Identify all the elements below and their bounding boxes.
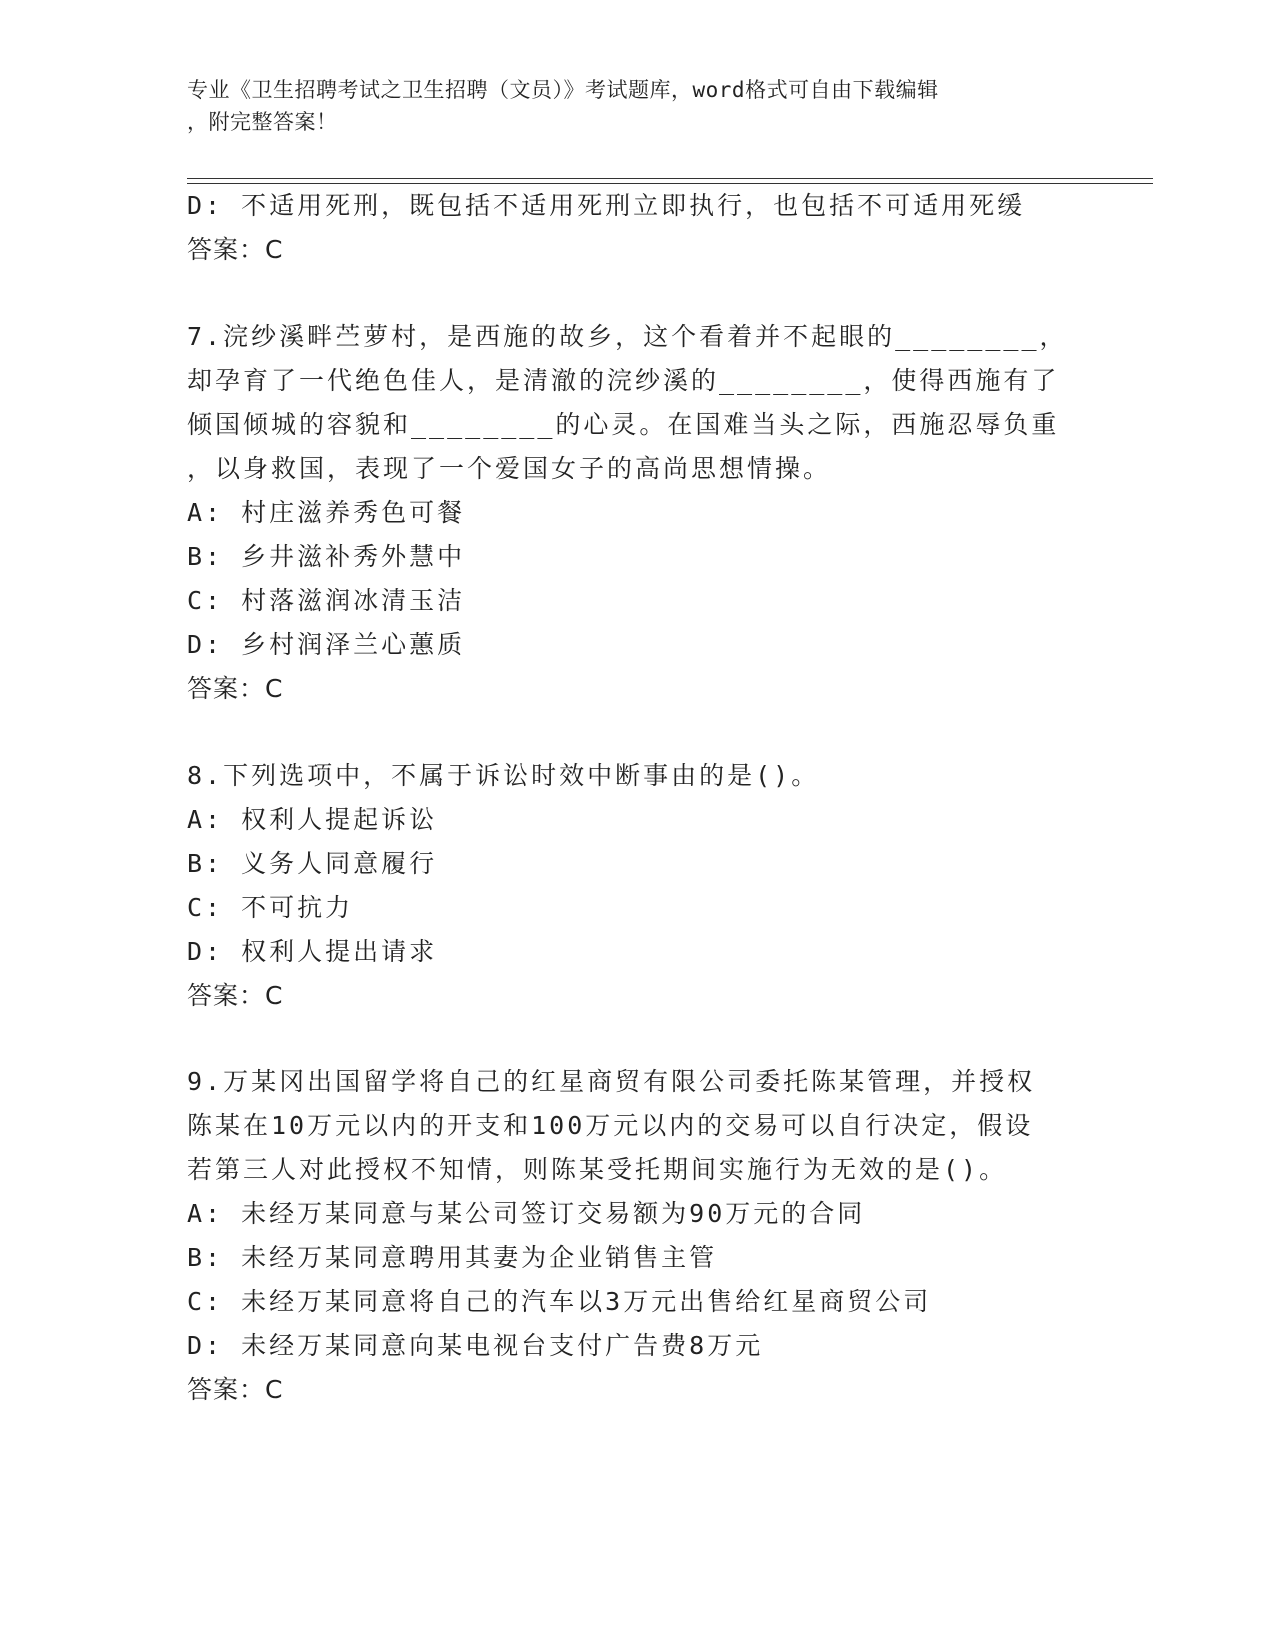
q7-stem-line-3: 倾国倾城的容貌和________的心灵。在国难当头之际，西施忍辱负重 [187, 410, 1060, 439]
q7-option-b: B: 乡井滋补秀外慧中 [187, 542, 466, 571]
q8-option-b: B: 义务人同意履行 [187, 849, 438, 878]
q7-option-d: D: 乡村润泽兰心蕙质 [187, 630, 466, 659]
q8-option-c: C: 不可抗力 [187, 893, 354, 922]
q9-option-b: B: 未经万某同意聘用其妻为企业销售主管 [187, 1243, 718, 1272]
q7-stem-line-1: 7.浣纱溪畔苎萝村，是西施的故乡，这个看着并不起眼的________， [187, 322, 1068, 351]
q9-stem-line-1: 9.万某冈出国留学将自己的红星商贸有限公司委托陈某管理，并授权 [187, 1067, 1036, 1096]
q7-stem-line-2: 却孕育了一代绝色佳人，是清澈的浣纱溪的________，使得西施有了 [187, 366, 1060, 395]
q7-answer: 答案：C [187, 674, 284, 703]
q9-option-c: C: 未经万某同意将自己的汽车以3万元出售给红星商贸公司 [187, 1287, 932, 1316]
prev-option-d: D: 不适用死刑，既包括不适用死刑立即执行，也包括不可适用死缓 [187, 191, 1026, 220]
q9-answer: 答案：C [187, 1375, 284, 1404]
prev-answer: 答案：C [187, 235, 284, 264]
q9-stem-line-2: 陈某在10万元以内的开支和100万元以内的交易可以自行决定，假设 [187, 1111, 1034, 1140]
q7-option-c: C: 村落滋润冰清玉洁 [187, 586, 466, 615]
q9-option-d: D: 未经万某同意向某电视台支付广告费8万元 [187, 1331, 764, 1360]
header-line-1: 专业《卫生招聘考试之卫生招聘（文员）》考试题库，word格式可自由下载编辑 [187, 78, 939, 102]
q7-option-a: A: 村庄滋养秀色可餐 [187, 498, 466, 527]
header-rule-top [187, 178, 1153, 179]
q8-option-d: D: 权利人提出请求 [187, 937, 438, 966]
q8-option-a: A: 权利人提起诉讼 [187, 805, 438, 834]
q8-stem-line-1: 8.下列选项中，不属于诉讼时效中断事由的是()。 [187, 761, 820, 790]
header-line-2: ，附完整答案！ [187, 110, 338, 134]
q7-stem-line-4: ，以身救国，表现了一个爱国女子的高尚思想情操。 [187, 454, 832, 483]
q9-option-a: A: 未经万某同意与某公司签订交易额为90万元的合同 [187, 1199, 866, 1228]
header-rule-bottom [187, 183, 1153, 184]
q9-stem-line-3: 若第三人对此授权不知情，则陈某受托期间实施行为无效的是()。 [187, 1155, 1008, 1184]
q8-answer: 答案：C [187, 981, 284, 1010]
document-header [187, 74, 1067, 138]
